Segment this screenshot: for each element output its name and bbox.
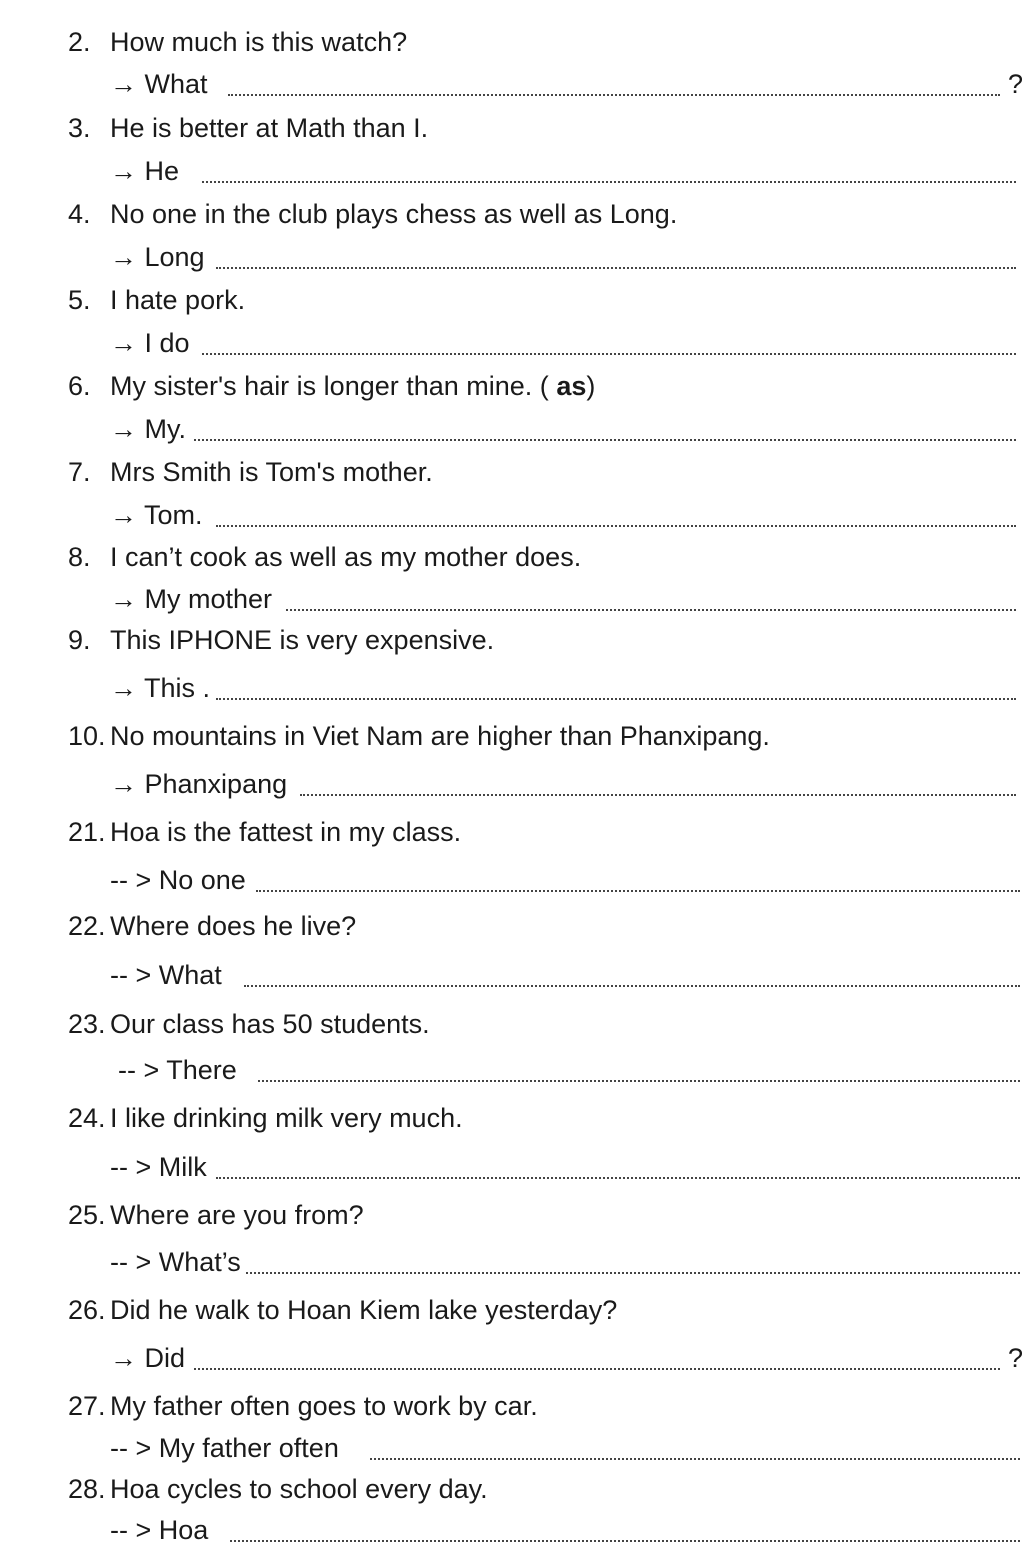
question-number: 7. [68,457,91,487]
answer-blank[interactable] [258,1080,1020,1082]
answer-prompt: → Phanxipang [110,769,288,799]
answer-blank[interactable] [286,609,1016,611]
question-number: 10. [68,721,106,751]
answer-prompt: -- > What’s [110,1247,241,1277]
question-number: 25. [68,1200,106,1230]
answer-prompt: → My mother [110,584,273,614]
answer-prompt: → Long [110,242,205,272]
answer-blank[interactable] [246,1272,1020,1274]
answer-blank[interactable] [194,1368,1000,1370]
answer-blank[interactable] [194,439,1016,441]
answer-blank[interactable] [202,353,1016,355]
answer-blank[interactable] [216,1177,1020,1179]
question-sentence: Mrs Smith is Tom's mother. [110,457,433,487]
question-number: 24. [68,1103,106,1133]
question-sentence: Hoa cycles to school every day. [110,1474,488,1504]
question-sentence: Where are you from? [110,1200,364,1230]
answer-prompt: → Tom. [110,500,203,530]
answer-prompt: -- > No one [110,865,246,895]
question-number: 3. [68,113,91,143]
answer-blank[interactable] [256,890,1020,892]
answer-line-25[interactable] [0,1246,1024,1280]
question-sentence: No one in the club plays chess as well as Long. [110,199,678,229]
answer-line-21[interactable] [0,864,1024,898]
answer-blank[interactable] [370,1458,1020,1460]
answer-prompt: → What [110,69,208,99]
answer-blank[interactable] [300,794,1016,796]
question-number: 23. [68,1009,106,1039]
question-sentence: How much is this watch? [110,27,408,57]
answer-line-24[interactable] [0,1151,1024,1185]
question-number: 2. [68,27,91,57]
question-number: 26. [68,1295,106,1325]
answer-blank[interactable] [228,94,1000,96]
hint-close-paren: ) [586,371,596,401]
question-number: 27. [68,1391,106,1421]
answer-prompt: → I do [110,328,190,358]
answer-line-22[interactable] [0,959,1024,993]
question-number: 28. [68,1474,106,1504]
answer-blank[interactable] [244,985,1020,987]
answer-blank[interactable] [216,267,1016,269]
question-number: 21. [68,817,106,847]
answer-prompt: → He [110,156,180,186]
answer-line-2[interactable] [0,68,1024,102]
answer-blank[interactable] [230,1540,1020,1542]
question-sentence: He is better at Math than I. [110,113,429,143]
answer-line-26[interactable] [0,1342,1024,1376]
question-number: 4. [68,199,91,229]
question-sentence: This IPHONE is very expensive. [110,625,495,655]
answer-line-5[interactable] [0,327,1024,361]
question-sentence: I can’t cook as well as my mother does. [110,542,582,572]
question-number: 22. [68,911,106,941]
answer-prompt: -- > There [118,1055,237,1085]
answer-prompt: → My. [110,414,186,444]
answer-prompt: -- > Hoa [110,1515,209,1545]
question-number: 8. [68,542,91,572]
question-mark: ? [1008,1343,1024,1373]
question-sentence: Hoa is the fattest in my class. [110,817,462,847]
question-sentence: My father often goes to work by car. [110,1391,538,1421]
answer-blank[interactable] [216,698,1016,700]
question-sentence: I like drinking milk very much. [110,1103,463,1133]
answer-prompt: → This . [110,673,211,703]
answer-line-28[interactable] [0,1514,1024,1548]
answer-line-10[interactable] [0,768,1024,802]
answer-blank[interactable] [216,525,1016,527]
question-sentence: Where does he live? [110,911,357,941]
answer-line-3[interactable] [0,155,1024,189]
answer-line-23[interactable] [0,1054,1024,1088]
answer-line-27[interactable] [0,1432,1024,1466]
answer-line-7[interactable] [0,499,1024,533]
answer-prompt: -- > What [110,960,222,990]
question-sentence: I hate pork. [110,285,246,315]
question-sentence: Did he walk to Hoan Kiem lake yesterday? [110,1295,618,1325]
keyword-hint: as [556,371,587,401]
answer-prompt: → Did [110,1343,186,1373]
answer-line-6[interactable] [0,413,1024,447]
question-sentence: No mountains in Viet Nam are higher than Phanxipang. [110,721,770,751]
question-number: 5. [68,285,91,315]
question-number: 9. [68,625,91,655]
answer-line-4[interactable] [0,241,1024,275]
question-number: 6. [68,371,91,401]
answer-prompt: -- > My father often [110,1433,339,1463]
answer-prompt: -- > Milk [110,1152,207,1182]
question-sentence: Our class has 50 students. [110,1009,430,1039]
answer-line-9[interactable] [0,672,1024,706]
answer-blank[interactable] [202,181,1016,183]
answer-line-8[interactable] [0,583,1024,617]
question-mark: ? [1008,69,1024,99]
question-sentence: My sister's hair is longer than mine. ( [110,371,549,401]
